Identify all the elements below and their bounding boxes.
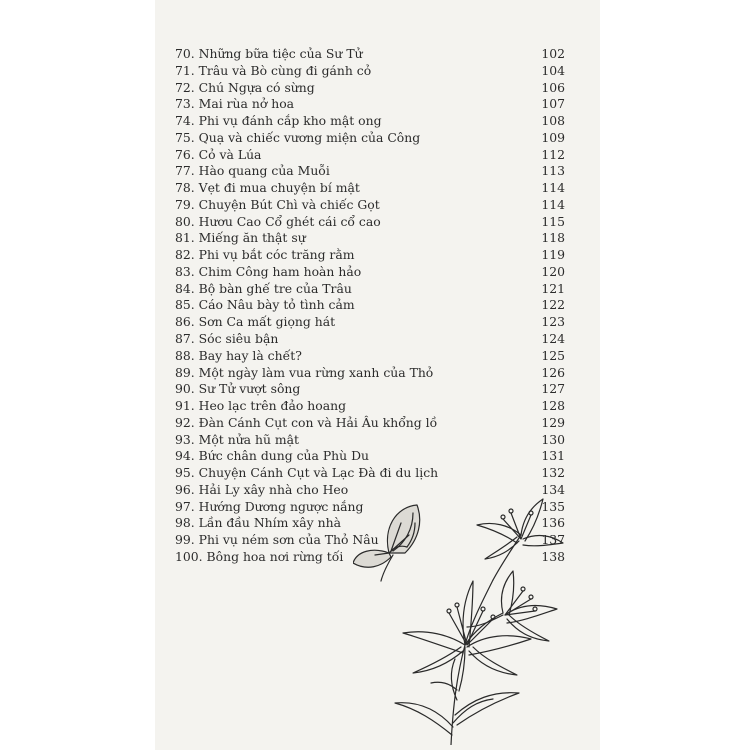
toc-entry-title: 98. Lần đầu Nhím xây nhà bbox=[175, 515, 341, 531]
toc-entry-title: 83. Chim Công ham hoàn hảo bbox=[175, 263, 362, 279]
toc-entry-page: 131 bbox=[541, 448, 565, 464]
toc-entry-page: 122 bbox=[541, 297, 565, 313]
toc-entry-page: 118 bbox=[541, 230, 565, 246]
toc-entry bbox=[175, 281, 565, 298]
toc-entry-page: 104 bbox=[541, 62, 565, 78]
toc-entry-page: 106 bbox=[541, 79, 565, 95]
toc-entry-title: 81. Miếng ăn thật sự bbox=[175, 230, 306, 246]
toc-entry-page: 136 bbox=[541, 515, 565, 531]
toc-entry-page: 125 bbox=[541, 347, 565, 363]
toc-entry bbox=[175, 348, 565, 365]
toc-entry bbox=[175, 314, 565, 331]
toc-entry bbox=[175, 448, 565, 465]
toc-entry-page: 113 bbox=[541, 163, 565, 179]
toc-entry-title: 88. Bay hay là chết? bbox=[175, 347, 302, 363]
toc-entry bbox=[175, 113, 565, 130]
toc-entry-page: 115 bbox=[541, 213, 565, 229]
toc-entry bbox=[175, 415, 565, 432]
toc-entry-title: 77. Hào quang của Muỗi bbox=[175, 163, 330, 179]
toc-entry-title: 73. Mai rùa nở hoa bbox=[175, 96, 295, 112]
toc-entry-page: 121 bbox=[541, 280, 565, 296]
toc-entry-title: 95. Chuyện Cánh Cụt và Lạc Đà đi du lịch bbox=[175, 465, 439, 481]
table-of-contents bbox=[175, 46, 565, 566]
toc-entry-title: 86. Sơn Ca mất giọng hát bbox=[175, 314, 336, 330]
toc-entry bbox=[175, 147, 565, 164]
toc-entry bbox=[175, 331, 565, 348]
toc-entry bbox=[175, 247, 565, 264]
toc-entry-page: 109 bbox=[541, 129, 565, 145]
toc-entry-page: 129 bbox=[541, 414, 565, 430]
toc-entry-title: 97. Hướng Dương ngược nắng bbox=[175, 498, 364, 514]
book-page bbox=[155, 0, 600, 750]
toc-entry-title: 80. Hươu Cao Cổ ghét cái cổ cao bbox=[175, 213, 381, 229]
toc-entry-page: 107 bbox=[541, 96, 565, 112]
toc-entry bbox=[175, 381, 565, 398]
lily-butterfly-icon bbox=[353, 495, 593, 745]
toc-entry-title: 82. Phi vụ bắt cóc trăng rằm bbox=[175, 247, 355, 263]
toc-entry-page: 102 bbox=[541, 46, 565, 61]
toc-entry-page: 114 bbox=[541, 180, 565, 196]
toc-entry bbox=[175, 230, 565, 247]
toc-entry bbox=[175, 365, 565, 382]
toc-entry-title: 76. Cỏ và Lúa bbox=[175, 146, 262, 162]
toc-entry-page: 119 bbox=[541, 247, 565, 263]
toc-entry-title: 89. Một ngày làm vua rừng xanh của Thỏ bbox=[175, 364, 434, 380]
toc-entry bbox=[175, 214, 565, 231]
toc-entry-page: 137 bbox=[541, 532, 565, 548]
toc-entry-page: 124 bbox=[541, 331, 565, 347]
toc-entry bbox=[175, 398, 565, 415]
toc-entry bbox=[175, 80, 565, 97]
toc-entry bbox=[175, 63, 565, 80]
toc-entry-title: 78. Vẹt đi mua chuyện bí mật bbox=[175, 180, 360, 196]
toc-entry bbox=[175, 180, 565, 197]
toc-entry-title: 87. Sóc siêu bận bbox=[175, 331, 279, 347]
toc-entry-title: 85. Cáo Nâu bày tỏ tình cảm bbox=[175, 297, 355, 313]
toc-entry bbox=[175, 163, 565, 180]
toc-entry-page: 112 bbox=[541, 146, 565, 162]
toc-entry bbox=[175, 432, 565, 449]
toc-entry-page: 138 bbox=[541, 548, 565, 564]
toc-entry-title: 91. Heo lạc trên đảo hoang bbox=[175, 398, 347, 414]
toc-entry-title: 100. Bông hoa nơi rừng tối bbox=[175, 548, 344, 564]
toc-entry-page: 120 bbox=[541, 263, 565, 279]
toc-entry bbox=[175, 297, 565, 314]
toc-entry-title: 93. Một nửa hũ mật bbox=[175, 431, 300, 447]
toc-entry bbox=[175, 130, 565, 147]
toc-entry bbox=[175, 197, 565, 214]
toc-entry-title: 99. Phi vụ ném sơn của Thỏ Nâu bbox=[175, 532, 379, 548]
toc-entry-title: 84. Bộ bàn ghế tre của Trâu bbox=[175, 280, 352, 296]
toc-entry bbox=[175, 465, 565, 482]
toc-entry-page: 108 bbox=[541, 113, 565, 129]
toc-entry-page: 114 bbox=[541, 196, 565, 212]
toc-entry-title: 94. Bức chân dung của Phù Du bbox=[175, 448, 369, 464]
toc-entry bbox=[175, 46, 565, 63]
toc-entry-title: 92. Đàn Cánh Cụt con và Hải Âu khổng lồ bbox=[175, 414, 438, 430]
toc-entry-page: 123 bbox=[541, 314, 565, 330]
toc-entry bbox=[175, 264, 565, 281]
toc-entry-page: 128 bbox=[541, 398, 565, 414]
toc-entry-title: 72. Chú Ngựa có sừng bbox=[175, 79, 315, 95]
toc-entry-page: 134 bbox=[541, 481, 565, 497]
toc-entry-title: 75. Quạ và chiếc vương miện của Công bbox=[175, 129, 421, 145]
toc-entry-title: 96. Hải Ly xây nhà cho Heo bbox=[175, 481, 349, 497]
toc-entry-title: 90. Sư Tử vượt sông bbox=[175, 381, 301, 397]
toc-entry-title: 79. Chuyện Bút Chì và chiếc Gọt bbox=[175, 196, 380, 212]
toc-entry bbox=[175, 96, 565, 113]
toc-entry-page: 135 bbox=[541, 498, 565, 514]
toc-entry-page: 127 bbox=[541, 381, 565, 397]
toc-entry-page: 132 bbox=[541, 465, 565, 481]
toc-entry-title: 74. Phi vụ đánh cắp kho mật ong bbox=[175, 113, 382, 129]
toc-entry-page: 126 bbox=[541, 364, 565, 380]
toc-entry-title: 71. Trâu và Bò cùng đi gánh cỏ bbox=[175, 62, 372, 78]
toc-entry-page: 130 bbox=[541, 431, 565, 447]
toc-entry-title: 70. Những bữa tiệc của Sư Tử bbox=[175, 46, 363, 61]
